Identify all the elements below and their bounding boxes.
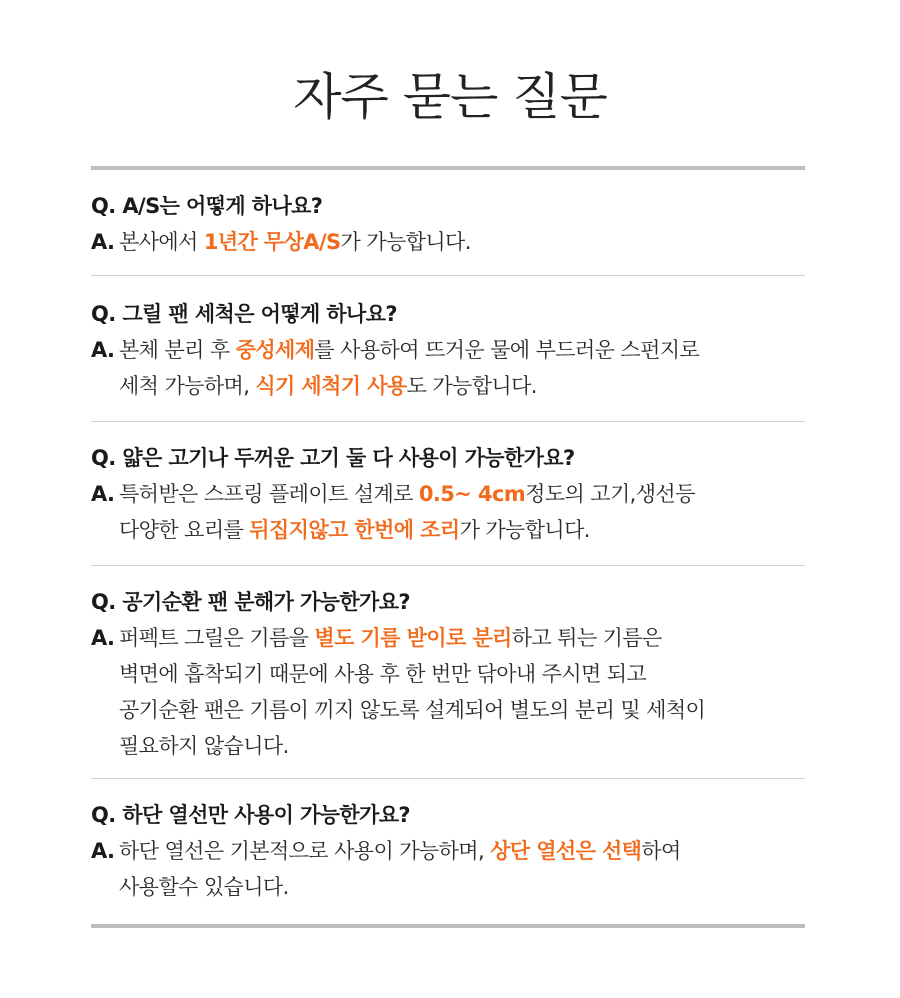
faq-divider	[91, 421, 805, 422]
faq-item	[91, 296, 805, 404]
faq-answer	[91, 332, 805, 404]
answer-text: 정도의 고기,생선등	[525, 482, 695, 506]
answer-lines	[119, 833, 805, 905]
answer-text: 하고 튀는 기름은	[511, 626, 662, 650]
faq-answer	[91, 476, 805, 548]
answer-text: 하단 열선은 기본적으로 사용이 가능하며,	[119, 839, 491, 863]
answer-line	[119, 656, 805, 692]
page-title: 자주 묻는 질문	[293, 68, 607, 126]
faq-question: Q. 얇은 고기나 두꺼운 고기 둘 다 사용이 가능한가요?	[91, 446, 575, 470]
faq-question: Q. 공기순환 팬 분해가 가능한가요?	[91, 590, 410, 614]
answer-text: 도 가능합니다.	[406, 374, 537, 398]
answer-line	[119, 692, 805, 728]
answer-text: 퍼펙트 그릴은 기름을	[119, 626, 315, 650]
faq-answer	[91, 224, 805, 260]
faq-answer	[91, 833, 805, 905]
highlight-text: 중성세제	[235, 338, 315, 362]
highlight-text: 뒤집지않고 한번에 조리	[249, 518, 460, 542]
answer-text: 벽면에 흡착되기 때문에 사용 후 한 번만 닦아내 주시면 되고	[119, 662, 647, 686]
answer-line	[119, 368, 805, 404]
faq-item	[91, 440, 805, 548]
answer-text: 본사에서	[119, 230, 204, 254]
answer-line	[119, 728, 805, 764]
faq-question: Q. 하단 열선만 사용이 가능한가요?	[91, 803, 410, 827]
faq-question: Q. 그릴 팬 세척은 어떻게 하나요?	[91, 302, 397, 326]
answer-line	[119, 476, 805, 512]
highlight-text: 식기 세척기 사용	[255, 374, 407, 398]
highlight-text: 별도 기름 받이로 분리	[314, 626, 512, 650]
answer-text: 하여	[641, 839, 681, 863]
answer-line	[119, 224, 805, 260]
highlight-text: 1년간 무상A/S	[203, 230, 341, 254]
answer-prefix: A.	[91, 230, 115, 254]
answer-text: 가 가능합니다.	[340, 230, 471, 254]
top-divider	[91, 166, 805, 170]
answer-lines	[119, 620, 805, 764]
answer-lines	[119, 476, 805, 548]
faq-item	[91, 188, 805, 260]
answer-prefix: A.	[91, 338, 115, 362]
faq-divider	[91, 275, 805, 276]
answer-text: 다양한 요리를	[119, 518, 250, 542]
faq-item	[91, 584, 805, 764]
answer-prefix: A.	[91, 626, 115, 650]
answer-text: 공기순환 팬은 기름이 끼지 않도록 설계되어 별도의 분리 및 세척이	[119, 698, 706, 722]
faq-answer	[91, 620, 805, 764]
answer-text: 가 가능합니다.	[459, 518, 590, 542]
answer-line	[119, 869, 805, 905]
answer-line	[119, 833, 805, 869]
highlight-text: 상단 열선은 선택	[490, 839, 642, 863]
answer-text: 특허받은 스프링 플레이트 설계로	[119, 482, 419, 506]
faq-divider	[91, 778, 805, 779]
answer-prefix: A.	[91, 839, 115, 863]
answer-text: 를 사용하여 뜨거운 물에 부드러운 스펀지로	[314, 338, 700, 362]
answer-lines	[119, 224, 805, 260]
answer-lines	[119, 332, 805, 404]
highlight-text: 0.5~ 4cm	[418, 482, 526, 506]
answer-text: 본체 분리 후	[119, 338, 236, 362]
answer-prefix: A.	[91, 482, 115, 506]
answer-text: 필요하지 않습니다.	[119, 734, 289, 758]
answer-text: 사용할수 있습니다.	[119, 875, 289, 899]
faq-question: Q. A/S는 어떻게 하나요?	[91, 194, 323, 218]
faq-item	[91, 797, 805, 905]
answer-text: 세척 가능하며,	[119, 374, 256, 398]
answer-line	[119, 620, 805, 656]
answer-line	[119, 512, 805, 548]
bottom-divider	[91, 924, 805, 928]
faq-divider	[91, 565, 805, 566]
answer-line	[119, 332, 805, 368]
